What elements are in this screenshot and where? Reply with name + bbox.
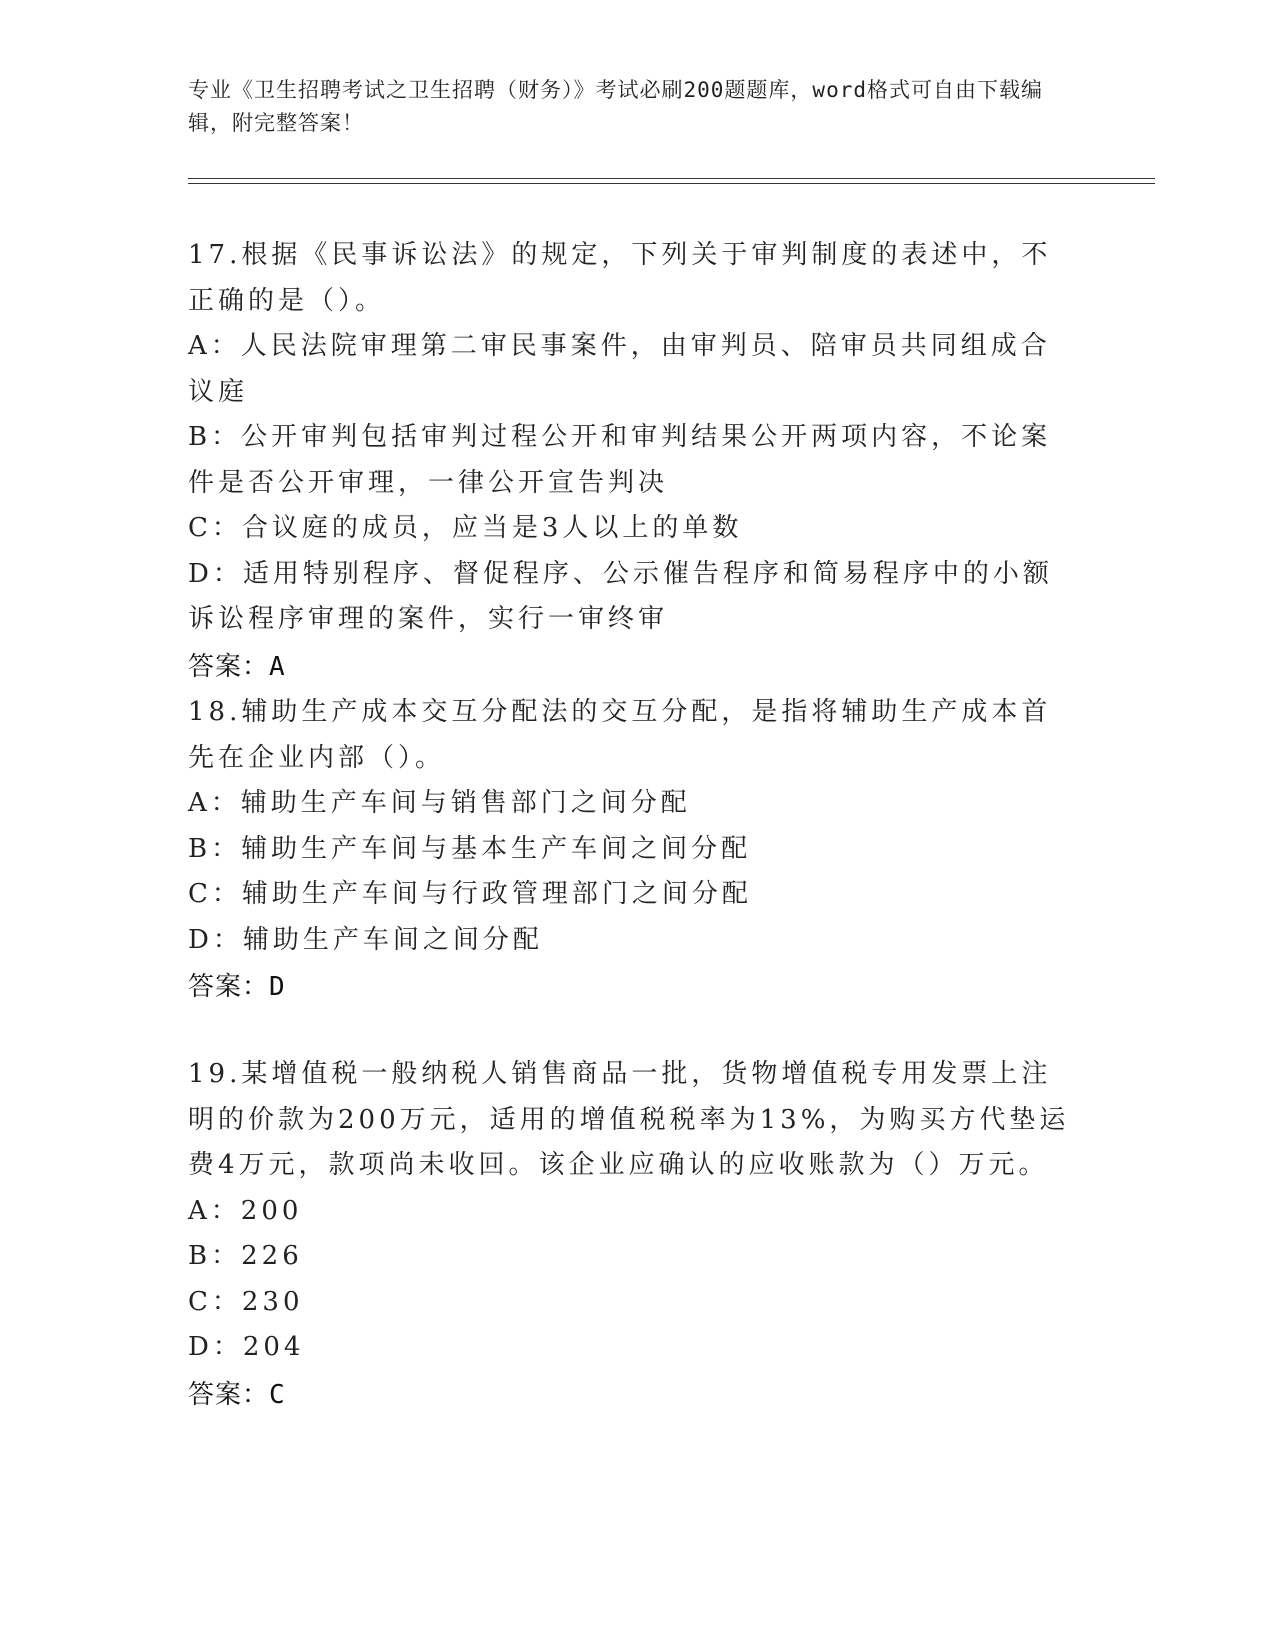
- header-divider-bottom: [188, 183, 1155, 184]
- answer-label: 答案：: [188, 651, 270, 682]
- answer-value: A: [269, 651, 286, 682]
- option-c: C：230: [188, 1286, 304, 1317]
- question-stem: 17.根据《民事诉讼法》的规定，下列关于审判制度的表述中，不正确的是（）。: [188, 240, 1052, 316]
- header-text: 专业《卫生招聘考试之卫生招聘（财务）》考试必刷200题题库，word格式可自由下载编辑，附完整答案！: [188, 78, 1043, 135]
- answer-value: D: [269, 972, 286, 1002]
- option-d: D：204: [188, 1332, 305, 1362]
- question-19: [188, 1052, 1078, 1418]
- option-d: D：辅助生产车间之间分配: [188, 924, 543, 955]
- document-header: [188, 74, 1068, 140]
- answer-line: [188, 1373, 1078, 1419]
- option-a: A：人民法院审理第二审民事案件，由审判员、陪审员共同组成合议庭: [188, 331, 1051, 407]
- question-stem: 19.某增值税一般纳税人销售商品一批，货物增值税专用发票上注明的价款为200万元，适用的增值税税率为13%，为购买方代垫运费4万元，款项尚未收回。该企业应确认的应收账款为（）万元。: [188, 1059, 1070, 1180]
- question-stem: 18.辅助生产成本交互分配法的交互分配，是指将辅助生产成本首先在企业内部（）。: [188, 697, 1052, 773]
- option-b: B：226: [188, 1241, 303, 1271]
- answer-value: C: [269, 1379, 286, 1410]
- answer-label: 答案：: [188, 972, 270, 1002]
- answer-line: [188, 965, 1078, 1011]
- question-18: [188, 690, 1078, 1011]
- header-divider-top: [188, 178, 1155, 179]
- option-c: C：辅助生产车间与行政管理部门之间分配: [188, 879, 752, 909]
- answer-line: [188, 645, 1078, 691]
- option-d: D：适用特别程序、督促程序、公示催告程序和简易程序中的小额诉讼程序审理的案件，实行一审终审: [188, 558, 1053, 634]
- answer-label: 答案：: [188, 1379, 270, 1410]
- option-b: B：辅助生产车间与基本生产车间之间分配: [188, 833, 752, 864]
- option-a: A：200: [188, 1195, 303, 1226]
- option-c: C：合议庭的成员，应当是3人以上的单数: [188, 513, 743, 543]
- option-a: A：辅助生产车间与销售部门之间分配: [188, 788, 691, 818]
- question-17: [188, 233, 1078, 690]
- option-b: B：公开审判包括审判过程公开和审判结果公开两项内容，不论案件是否公开审理，一律公开宣告判决: [188, 422, 1052, 498]
